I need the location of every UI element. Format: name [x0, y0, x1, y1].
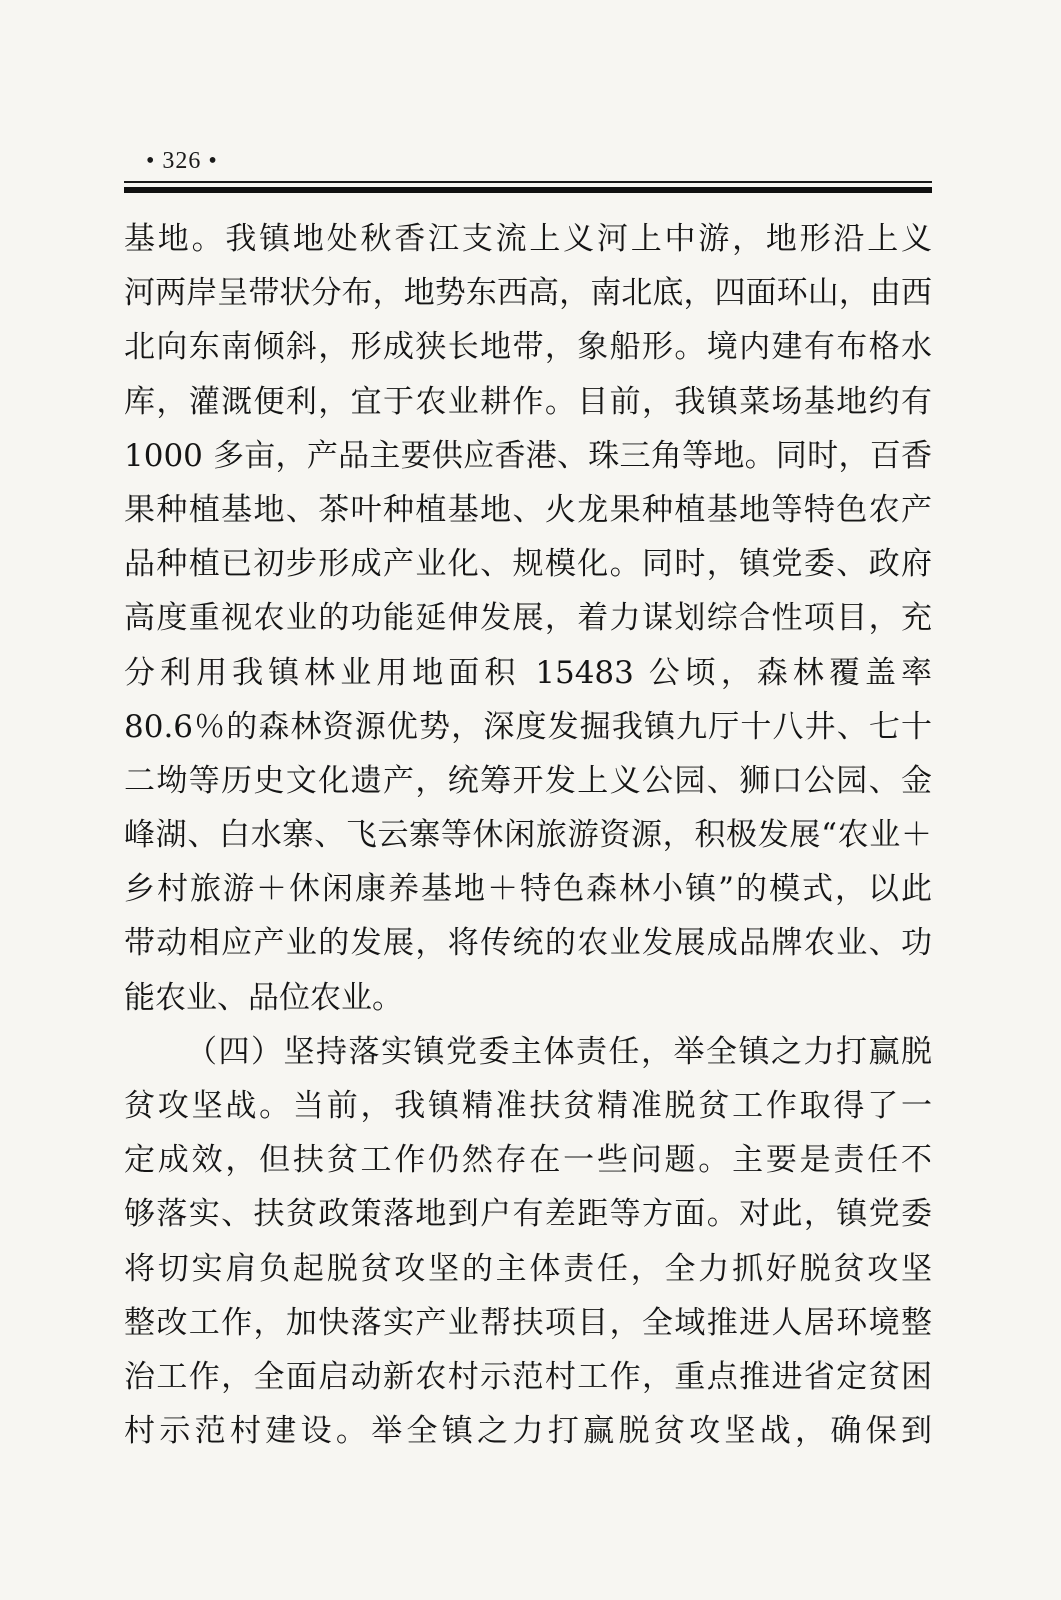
text-line: 北向东南倾斜，形成狭长地带，象船形。境内建有布格水	[124, 329, 932, 366]
text-line: 乡村旅游＋休闲康养基地＋特色森林小镇”的模式，以此	[124, 871, 932, 908]
text-line: 将切实肩负起脱贫攻坚的主体责任，全力抓好脱贫攻坚	[124, 1250, 932, 1287]
text-line: 治工作，全面启动新农村示范村工作，重点推进省定贫困	[124, 1358, 932, 1395]
text-line: 带动相应产业的发展，将传统的农业发展成品牌农业、功	[124, 925, 932, 962]
text-line: 贫攻坚战。当前，我镇精准扶贫精准脱贫工作取得了一	[124, 1088, 932, 1124]
text-line: 高度重视农业的功能延伸发展，着力谋划综合性项目，充	[124, 600, 932, 637]
text-line: 峰湖、白水寨、飞云寨等休闲旅游资源，积极发展“农业＋	[124, 817, 932, 854]
text-line: 定成效，但扶贫工作仍然存在一些问题。主要是责任不	[124, 1142, 932, 1179]
section-heading-line: （四）坚持落实镇党委主体责任，举全镇之力打赢脱	[186, 1033, 932, 1070]
page-number: • 326 •	[146, 148, 218, 174]
text-line: 基地。我镇地处秋香江支流上义河上中游，地形沿上义	[124, 221, 932, 257]
text-line: 村示范村建设。举全镇之力打赢脱贫攻坚战，确保到	[124, 1413, 932, 1450]
text-line: 二坳等历史文化遗产，统筹开发上义公园、狮口公园、金	[124, 762, 932, 799]
body-text	[124, 212, 932, 1458]
text-line: 1000 多亩，产品主要供应香港、珠三角等地。同时，百香	[124, 437, 932, 474]
text-line: 果种植基地、茶叶种植基地、火龙果种植基地等特色农产	[124, 491, 932, 528]
text-line: 分利用我镇林业用地面积 15483 公顷，森林覆盖率	[124, 654, 932, 691]
header-rule-thick	[124, 187, 932, 193]
text-line: 80.6％的森林资源优势，深度发掘我镇九厅十八井、七十	[124, 708, 932, 745]
paragraph-end-line: 能农业、品位农业。	[124, 979, 403, 1016]
text-line: 品种植已初步形成产业化、规模化。同时，镇党委、政府	[124, 546, 932, 583]
text-line: 河两岸呈带状分布，地势东西高，南北底，四面环山，由西	[124, 275, 932, 312]
text-line: 整改工作，加快落实产业帮扶项目，全域推进人居环境整	[124, 1304, 932, 1341]
header-rule-thin	[124, 181, 932, 183]
text-line: 够落实、扶贫政策落地到户有差距等方面。对此，镇党委	[124, 1196, 932, 1233]
text-line: 库，灌溉便利，宜于农业耕作。目前，我镇菜场基地约有	[124, 383, 932, 420]
